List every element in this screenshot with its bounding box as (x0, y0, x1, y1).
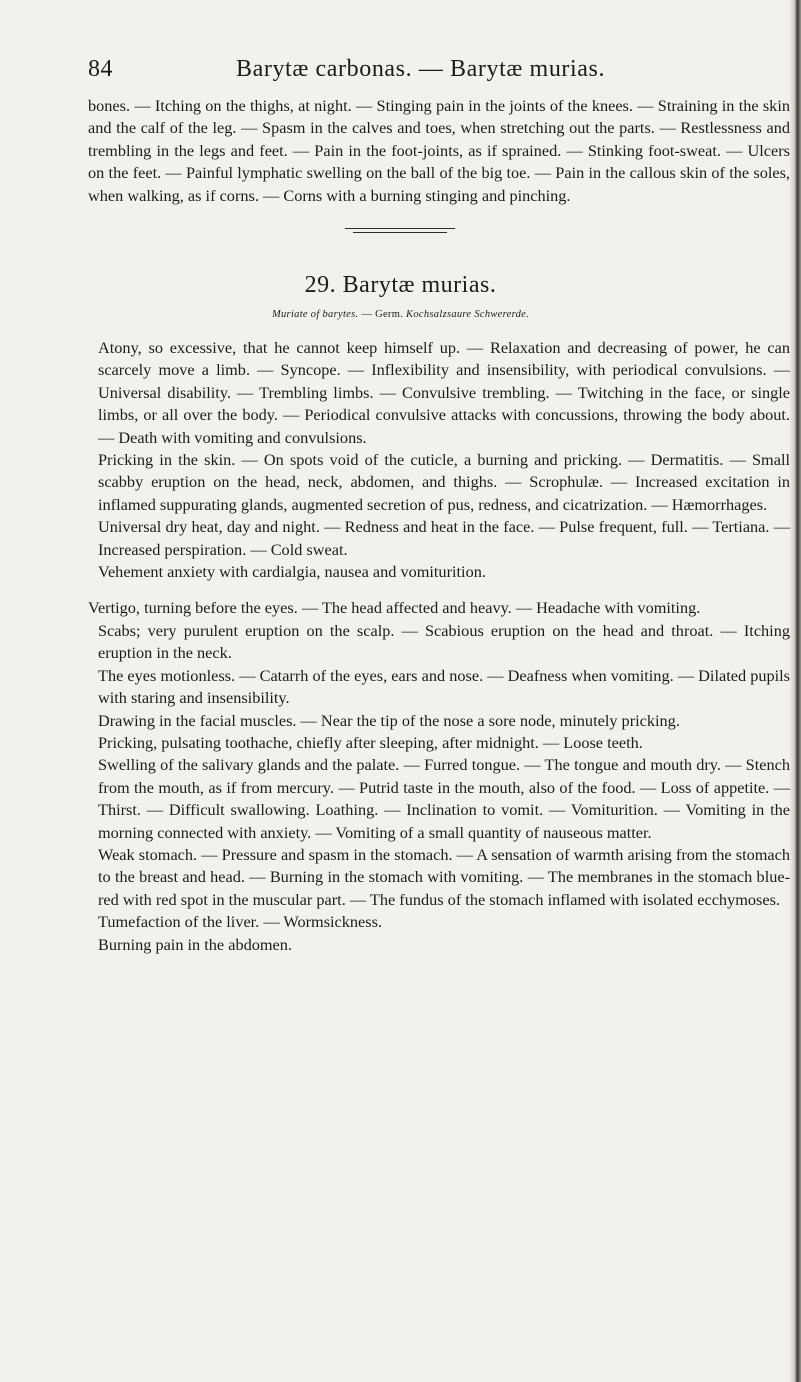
paragraph-anxiety: Vehement anxiety with cardialgia, nausea and vomiturition. (98, 562, 486, 582)
paragraph-stomach: Weak stomach. — Pressure and spasm in the stomach. — A sensation of warmth arising from the stomach to the breast and head. — Burning in the stomach with vomiting. — The membranes in the stomach blue-red with red spot in the muscular part. — The fundus of the stomach inflamed with isolated ecchymoses. (98, 844, 790, 909)
divider-line (345, 228, 455, 229)
paragraph-skin: Pricking in the skin. — On spots void of the cuticle, a burning and pricking. — Dermatitis. — Small scabby eruption on the head, neck, abdomen, and thighs. — Scrophulæ. — Increased excitation in inflamed suppurating glands, augmented secretion of pus, redness, and cicatrization. — Hæmorrhages. (98, 450, 790, 514)
section-subtitle (0, 309, 801, 320)
paragraph-teeth: Pricking, pulsating toothache, chiefly after sleeping, after midnight. — Loose teeth. (98, 732, 643, 752)
divider-line (353, 232, 447, 233)
paragraph-fever: Universal dry heat, day and night. — Redness and heat in the face. — Pulse frequent, full. — Tertiana. — Increased perspiration. — Cold sweat. (98, 517, 790, 559)
paragraph-vertigo: Vertigo, turning before the eyes. — The head affected and heavy. — Headache with vomiting. (88, 598, 701, 618)
paragraph-gap (88, 583, 790, 597)
paragraph-mouth: Swelling of the salivary glands and the palate. — Furred tongue. — The tongue and mouth dry. — Stench from the mouth, as if from mercury. — Putrid taste in the mouth, also of the food. — Loss of appetite. — Thirst. — Difficult swallowing. Loathing. — Inclination to vomit. — Vomiturition. — Vomiting in the morning connected with anxiety. — Vomiting of a small quantity of nauseous matter. (98, 755, 790, 842)
paragraph: bones. — Itching on the thighs, at night. — Stinging pain in the joints of the knees. — Straining in the skin and the calf of the leg. — Spasm in the calves and toes, when stretching out the parts. — Restlessness and trembling in the legs and feet. — Pain in the foot-joints, as if sprained. — Stinking foot-sweat. — Ulcers on the feet. — Painful lymphatic swelling on the ball of the big toe. — Pain in the callous skin of the soles, when walking, as if corns. — Corns with a burning stinging and pinching. (88, 96, 790, 205)
paragraph-atony: Atony, so excessive, that he cannot keep himself up. — Relaxation and decreasing of power, he can scarcely move a limb. — Syncope. — Inflexibility and insensibility, with periodical convulsions. — Universal disability. — Trembling limbs. — Convulsive trembling. — Twitching in the face, or single limbs, or all over the body. — Periodical convulsive attacks with concussions, throwing the body about. — Death with vomiting and convulsions. (98, 338, 790, 447)
page-header (88, 52, 778, 92)
page-edge-shadow (789, 0, 801, 1382)
running-head: Barytæ carbonas. — Barytæ murias. (236, 56, 606, 82)
section-body (88, 337, 790, 956)
subtitle-german: Kochsalzsaure Schwererde. (406, 309, 530, 320)
section-title: 29. Barytæ murias. (304, 272, 497, 298)
page-number: 84 (88, 56, 113, 82)
subtitle-latin: Muriate of barytes. (271, 309, 359, 320)
paragraph-face: Drawing in the facial muscles. — Near the tip of the nose a sore node, minutely pricking. (98, 710, 680, 730)
paragraph-eyes: The eyes motionless. — Catarrh of the eyes, ears and nose. — Deafness when vomiting. — Dilated pupils with staring and insensibility. (98, 665, 790, 708)
carry-over-paragraph (88, 95, 790, 207)
paragraph-liver: Tumefaction of the liver. — Wormsickness. (98, 912, 383, 932)
paragraph-abdomen: Burning pain in the abdomen. (98, 934, 292, 954)
subtitle-separator: — Germ. (358, 309, 407, 320)
section-divider (345, 228, 455, 236)
paragraph-scabs: Scabs; very purulent eruption on the scalp. — Scabious eruption on the head and throat. — Itching eruption in the neck. (98, 620, 790, 663)
